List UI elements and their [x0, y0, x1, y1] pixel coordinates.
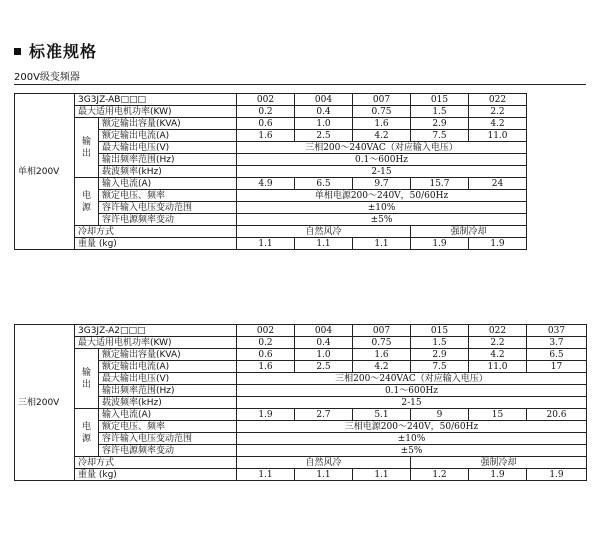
- row-label: 冷却方式: [75, 457, 237, 469]
- table-cell: 1.2: [411, 469, 469, 481]
- divider-line: [14, 84, 586, 85]
- table-cell: 强制冷却: [411, 226, 527, 238]
- table-cell: 0.1～600Hz: [237, 154, 527, 166]
- blank-cell: [527, 178, 587, 190]
- table-row: [15, 130, 587, 142]
- table-cell: 1.1: [237, 238, 295, 250]
- row-label: 最大输出电压(V): [99, 373, 237, 385]
- table-row: [15, 238, 587, 250]
- table-row: [15, 325, 587, 337]
- table-cell: 强制冷却: [411, 457, 587, 469]
- table-row: [15, 118, 587, 130]
- row-label: 重量 (kg): [75, 238, 237, 250]
- table-row: [15, 178, 587, 190]
- table-row: [15, 154, 587, 166]
- table-cell: 004: [295, 94, 353, 106]
- table-cell: ±5%: [237, 214, 527, 226]
- blank-cell: [527, 190, 587, 202]
- blank-cell: [527, 154, 587, 166]
- table-cell: 2-15: [237, 397, 587, 409]
- table-cell: 4.2: [469, 118, 527, 130]
- table-cell: 2.5: [295, 361, 353, 373]
- table-cell: 1.0: [295, 349, 353, 361]
- table-row: [15, 202, 587, 214]
- table-cell: 1.9: [469, 238, 527, 250]
- table-cell: 三相200～240VAC（对应输入电压）: [237, 373, 587, 385]
- row-label: 输入电流(A): [99, 178, 237, 190]
- table-cell: 1.0: [295, 118, 353, 130]
- row-label: 额定电压、频率: [99, 190, 237, 202]
- table-row: [15, 409, 587, 421]
- table-cell: 004: [295, 325, 353, 337]
- table-cell: 022: [469, 94, 527, 106]
- blank-cell: [527, 118, 587, 130]
- table-row: [15, 433, 587, 445]
- table-cell: 0.75: [353, 106, 411, 118]
- row-label: 额定输出电流(A): [99, 361, 237, 373]
- table-cell: 015: [411, 94, 469, 106]
- table-row: [15, 457, 587, 469]
- table-cell: 022: [469, 325, 527, 337]
- page-subtitle: 200V级变频器: [14, 72, 80, 83]
- blank-cell: [527, 94, 587, 106]
- table-cell: 9: [411, 409, 469, 421]
- table-row: [15, 373, 587, 385]
- table-row: [15, 385, 587, 397]
- blank-cell: [527, 238, 587, 250]
- table-cell: 三相200～240VAC（对应输入电压）: [237, 142, 527, 154]
- table-cell: 2-15: [237, 166, 527, 178]
- table-cell: 20.6: [527, 409, 587, 421]
- table-cell: 0.2: [237, 337, 295, 349]
- table-cell: 15.7: [411, 178, 469, 190]
- table-row: [15, 469, 587, 481]
- table-cell: 24: [469, 178, 527, 190]
- row-label: 重量 (kg): [75, 469, 237, 481]
- page-title: 标准规格: [29, 41, 98, 61]
- table-cell: 单相电源200～240V，50/60Hz: [237, 190, 527, 202]
- table-cell: 1.6: [237, 130, 295, 142]
- table-cell: 4.2: [353, 130, 411, 142]
- row-label: 额定输出容量(KVA): [99, 349, 237, 361]
- table-cell: 9.7: [353, 178, 411, 190]
- table-cell: 1.1: [353, 469, 411, 481]
- power-group-label: [75, 409, 99, 457]
- table-cell: 6.5: [527, 349, 587, 361]
- table-cell: 002: [237, 94, 295, 106]
- table-cell: 2.2: [469, 106, 527, 118]
- table-row: [15, 397, 587, 409]
- model-label: 3G3JZ-AB□□□: [75, 94, 237, 106]
- blank-cell: [527, 202, 587, 214]
- row-label: 输入电流(A): [99, 409, 237, 421]
- table-cell: 1.5: [411, 106, 469, 118]
- table-cell: 17: [527, 361, 587, 373]
- table-cell: 自然风冷: [237, 457, 411, 469]
- table-cell: 007: [353, 94, 411, 106]
- blank-cell: [527, 106, 587, 118]
- row-label: 额定输出容量(KVA): [99, 118, 237, 130]
- table-cell: 1.9: [411, 238, 469, 250]
- table-row: [15, 94, 587, 106]
- table-cell: 4.2: [469, 349, 527, 361]
- table-row: [15, 166, 587, 178]
- row-label: 容许电源频率变动: [99, 445, 237, 457]
- row-label: 冷却方式: [75, 226, 237, 238]
- table-cell: 三相电源200～240V，50/60Hz: [237, 421, 587, 433]
- table-row: [15, 142, 587, 154]
- table-cell: 0.75: [353, 337, 411, 349]
- table-row: [15, 106, 587, 118]
- row-label: 最大输出电压(V): [99, 142, 237, 154]
- table-cell: 015: [411, 325, 469, 337]
- table-row: [15, 190, 587, 202]
- row-label: 容许输入电压变动范围: [99, 433, 237, 445]
- output-group-label: [75, 118, 99, 178]
- table-row: [15, 361, 587, 373]
- output-group-text: 输出: [81, 136, 91, 159]
- table-cell: 11.0: [469, 130, 527, 142]
- table-cell: 1.1: [237, 469, 295, 481]
- table-cell: 2.2: [469, 337, 527, 349]
- voltage-group-label: 三相200V: [15, 325, 75, 481]
- table-cell: 11.0: [469, 361, 527, 373]
- table-row: [15, 445, 587, 457]
- row-label: 载波频率(kHz): [99, 166, 237, 178]
- table-cell: 7.5: [411, 361, 469, 373]
- voltage-group-label: 单相200V: [15, 94, 75, 250]
- row-label: 载波频率(kHz): [99, 397, 237, 409]
- table-cell: 自然风冷: [237, 226, 411, 238]
- spec-table-single-phase: [14, 93, 587, 250]
- row-label: 容许电源频率变动: [99, 214, 237, 226]
- row-label: 输出频率范围(Hz): [99, 385, 237, 397]
- model-label: 3G3JZ-A2□□□: [75, 325, 237, 337]
- table-cell: 0.4: [295, 106, 353, 118]
- section-heading: [14, 38, 97, 62]
- table-cell: 0.2: [237, 106, 295, 118]
- table-cell: ±10%: [237, 202, 527, 214]
- table-cell: 2.5: [295, 130, 353, 142]
- table-cell: ±10%: [237, 433, 587, 445]
- table-cell: 1.1: [353, 238, 411, 250]
- table-cell: 1.9: [469, 469, 527, 481]
- row-label: 容许输入电压变动范围: [99, 202, 237, 214]
- table-cell: 0.4: [295, 337, 353, 349]
- table-cell: 1.5: [411, 337, 469, 349]
- blank-cell: [527, 142, 587, 154]
- power-group-text: 电源: [81, 421, 91, 444]
- table-cell: 15: [469, 409, 527, 421]
- table-row: [15, 214, 587, 226]
- table-cell: ±5%: [237, 445, 587, 457]
- table-cell: 0.6: [237, 118, 295, 130]
- table-cell: 1.9: [237, 409, 295, 421]
- row-label: 输出频率范围(Hz): [99, 154, 237, 166]
- table-cell: 5.1: [353, 409, 411, 421]
- output-group-text: 输出: [81, 367, 91, 390]
- row-label: 额定输出电流(A): [99, 130, 237, 142]
- table-cell: 1.6: [353, 349, 411, 361]
- blank-cell: [527, 130, 587, 142]
- table-cell: 037: [527, 325, 587, 337]
- row-label: 最大适用电机功率(KW): [75, 106, 237, 118]
- table-cell: 002: [237, 325, 295, 337]
- blank-cell: [527, 226, 587, 238]
- table-cell: 4.2: [353, 361, 411, 373]
- table-cell: 1.6: [237, 361, 295, 373]
- table-cell: 2.7: [295, 409, 353, 421]
- output-group-label: [75, 349, 99, 409]
- table-cell: 1.1: [295, 238, 353, 250]
- power-group-label: [75, 178, 99, 226]
- table-row: [15, 349, 587, 361]
- row-label: 额定电压、频率: [99, 421, 237, 433]
- table-cell: 0.6: [237, 349, 295, 361]
- blank-cell: [527, 214, 587, 226]
- table-cell: 2.9: [411, 349, 469, 361]
- table-row: [15, 421, 587, 433]
- table-cell: 2.9: [411, 118, 469, 130]
- table-cell: 007: [353, 325, 411, 337]
- table-cell: 4.9: [237, 178, 295, 190]
- table-cell: 7.5: [411, 130, 469, 142]
- table-cell: 1.6: [353, 118, 411, 130]
- power-group-text: 电源: [81, 190, 91, 213]
- table-row: [15, 337, 587, 349]
- blank-cell: [527, 166, 587, 178]
- table-cell: 0.1～600Hz: [237, 385, 587, 397]
- table-cell: 1.9: [527, 469, 587, 481]
- table-cell: 3.7: [527, 337, 587, 349]
- table-cell: 1.1: [295, 469, 353, 481]
- row-label: 最大适用电机功率(KW): [75, 337, 237, 349]
- table-row: [15, 226, 587, 238]
- table-cell: 6.5: [295, 178, 353, 190]
- square-bullet-icon: [14, 48, 21, 55]
- spec-table-three-phase: [14, 324, 587, 481]
